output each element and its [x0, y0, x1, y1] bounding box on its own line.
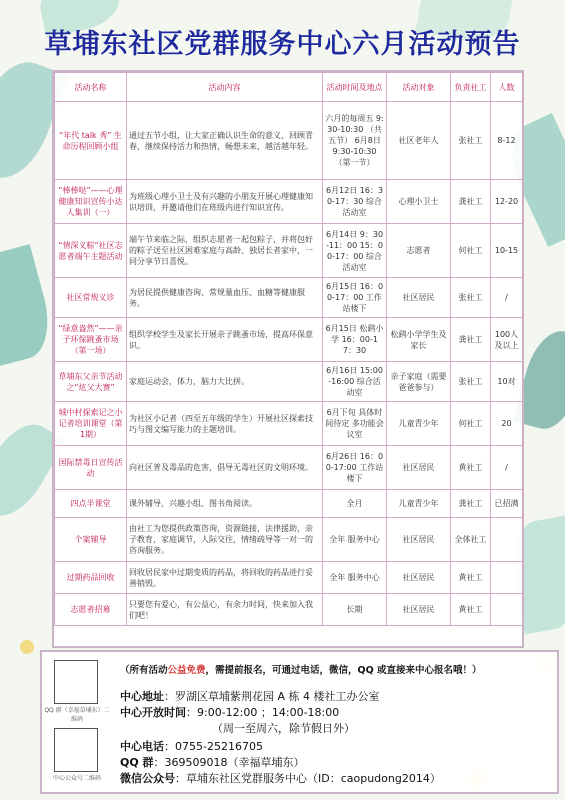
qq-line: [120, 754, 305, 770]
phone-value[interactable]: ：0755-25216705: [164, 740, 263, 753]
cell-content: 端午节来临之际，组织志愿者一起包粽子，并将包好的粽子送至社区困难家庭与高龄、独居长者家中，一同分享节日喜悦。: [127, 224, 323, 278]
cell-count: /: [491, 446, 523, 490]
cell-name: 城中村探索记之小记者培训课堂（第1期）: [55, 402, 127, 446]
cell-worker: 龚社工: [451, 180, 491, 224]
header-time: 活动时间及地点: [323, 73, 387, 102]
cell-target: 社区居民: [387, 446, 451, 490]
phone-line: [120, 738, 263, 754]
cell-worker: 张社工: [451, 278, 491, 318]
cell-content: 课外辅导，兴趣小组、图书角阅读。: [127, 490, 323, 518]
table-row: [55, 594, 523, 626]
cell-target: 亲子家庭（需要爸爸参与）: [387, 362, 451, 402]
table-row: [55, 224, 523, 278]
table-row: [55, 490, 523, 518]
cell-name: “绿意盎然”——亲子环保跳蚤市场（第一场）: [55, 318, 127, 362]
cell-name: 草埔东父亲节活动之“炫父大赛”: [55, 362, 127, 402]
header-count: 人数: [491, 73, 523, 102]
cell-target: 社区居民: [387, 594, 451, 626]
cell-count: 10对: [491, 362, 523, 402]
cell-count: [491, 518, 523, 562]
notice-text: ，需提前报名，可通过电话，微信，QQ 或直接来中心报名哦！）: [205, 665, 482, 676]
hours-line: [120, 704, 339, 720]
cell-count: 10-15: [491, 224, 523, 278]
cell-content: 通过五节小组，让大家正确认识生命的意义，回顾青春，继续保持活力和热情，畅想未来，越活越年轻。: [127, 102, 323, 180]
wechat-qr-code[interactable]: [54, 728, 98, 772]
address-value: ：罗湖区草埔紫荆花园 A 栋 4 楼社工办公室: [164, 690, 380, 703]
table-row: [55, 518, 523, 562]
hours-note: （周一至周六，除节假日外）: [212, 722, 355, 735]
cell-name: “年代 talk 秀” 生命历程回顾小组: [55, 102, 127, 180]
cell-content: 由社工为您提供政策咨询，资源链接，法律援助，亲子教育，家庭调节，人际交往，情绪疏导等一对一的咨询服务。: [127, 518, 323, 562]
cell-name: 个案辅导: [55, 518, 127, 562]
cell-time: 全年 服务中心: [323, 562, 387, 594]
wechat-label: 微信公众号: [120, 772, 175, 785]
cell-count: /: [491, 278, 523, 318]
cell-name: 志愿者招募: [55, 594, 127, 626]
cell-time: 长期: [323, 594, 387, 626]
hours-label: 中心开放时间: [120, 706, 186, 719]
cell-count: 已招满: [491, 490, 523, 518]
cell-target: 社区居民: [387, 562, 451, 594]
cell-target: 儿童青少年: [387, 402, 451, 446]
table-row: [55, 102, 523, 180]
table-row: [55, 318, 523, 362]
cell-content: 组织学校学生及家长开展亲子跳蚤市场，提高环保意识。: [127, 318, 323, 362]
cell-worker: 龚社工: [451, 318, 491, 362]
cell-content: 只要您有爱心，有公益心，有余力时间，快来加入我们吧！: [127, 594, 323, 626]
signup-notice: [120, 662, 482, 676]
cell-time: 6月12日 16：30-17：30 综合活动室: [323, 180, 387, 224]
cell-time: 6月16日 15:00-16:00 综合活动室: [323, 362, 387, 402]
cell-worker: 何社工: [451, 224, 491, 278]
header-target: 活动对象: [387, 73, 451, 102]
cell-target: 社区老年人: [387, 102, 451, 180]
cell-content: 为班级心理小卫士及有兴趣的小朋友开展心理健康知识培训，并邀请他们在班级内进行知识宣传。: [127, 180, 323, 224]
table-row: [55, 362, 523, 402]
cell-worker: 张社工: [451, 362, 491, 402]
cell-worker: 黄社工: [451, 594, 491, 626]
cell-target: 志愿者: [387, 224, 451, 278]
cell-time: 全年 服务中心: [323, 518, 387, 562]
table-row: [55, 446, 523, 490]
cell-content: 家庭运动会，体力，脑力大比拼。: [127, 362, 323, 402]
cell-name: “情深义粽”社区志愿者端午主题活动: [55, 224, 127, 278]
cell-count: 100人及以上: [491, 318, 523, 362]
wechat-qr-caption: 中心公众号二维码: [52, 775, 101, 782]
notice-free-highlight: 公益免费: [167, 665, 206, 676]
table-row: [55, 562, 523, 594]
cell-count: 12-20: [491, 180, 523, 224]
cell-time: 6月下旬 具体时间待定 多功能会议室: [323, 402, 387, 446]
wechat-line: [120, 770, 441, 786]
notice-text: （所有活动: [120, 665, 168, 676]
cell-target: 社区居民: [387, 518, 451, 562]
cell-worker: 龚社工: [451, 490, 491, 518]
header-name: 活动名称: [55, 73, 127, 102]
cell-worker: 黄社工: [451, 562, 491, 594]
cell-name: 四点半课堂: [55, 490, 127, 518]
page-title: 草埔东社区党群服务中心六月活动预告: [44, 29, 521, 60]
address-line: [120, 688, 380, 704]
cell-time: 全月: [323, 490, 387, 518]
cell-target: 心理小卫士: [387, 180, 451, 224]
cell-count: [491, 562, 523, 594]
cell-time: 6月26日 16：00-17:00 工作站楼下: [323, 446, 387, 490]
hours-value: ：9:00-12:00 ；14:00-18:00: [186, 706, 340, 719]
cell-name: 社区常规义诊: [55, 278, 127, 318]
cell-name: “棒棒哒”——心理健康知识宣传小达人集训（一）: [55, 180, 127, 224]
cell-count: 20: [491, 402, 523, 446]
qq-qr-caption: QQ 群（幸福草埔东）二维码: [44, 707, 110, 723]
wechat-value: ：草埔东社区党群服务中心（ID：caopudong2014）: [175, 772, 441, 785]
table-row: [55, 278, 523, 318]
decorative-flower: [20, 640, 34, 654]
qq-label: QQ 群: [120, 756, 154, 769]
activity-table: [52, 70, 524, 648]
cell-worker: 何社工: [451, 402, 491, 446]
cell-target: 社区居民: [387, 278, 451, 318]
address-label: 中心地址: [120, 690, 164, 703]
phone-label: 中心电话: [120, 740, 164, 753]
cell-time: 6月14日 9：30-11：00 15：00-17：00 综合活动室: [323, 224, 387, 278]
cell-name: 国际禁毒日宣传活动: [55, 446, 127, 490]
cell-target: 松鹞小学学生及家长: [387, 318, 451, 362]
cell-time: 6月15日 松鹞小学 16：00-17：30: [323, 318, 387, 362]
cell-worker: 张社工: [451, 102, 491, 180]
cell-content: 为居民提供健康咨询、常规量血压、血糖等健康服务。: [127, 278, 323, 318]
header-content: 活动内容: [127, 73, 323, 102]
cell-content: 向社区普及毒品的危害，倡导无毒社区的文明环境。: [127, 446, 323, 490]
cell-content: 为社区小记者（四至五年级的学生）开展社区探索技巧与图文编写能力的主题培训。: [127, 402, 323, 446]
cell-count: [491, 594, 523, 626]
qq-value: ：369509018（幸福草埔东）: [153, 756, 305, 769]
contact-panel: [40, 650, 559, 794]
decorative-leaf: [0, 244, 58, 366]
cell-worker: 全体社工: [451, 518, 491, 562]
table-row: [55, 402, 523, 446]
table-row: [55, 180, 523, 224]
cell-time: 6月15日 16：00-17：00 工作站楼下: [323, 278, 387, 318]
cell-count: 8-12: [491, 102, 523, 180]
cell-content: 回收居民家中过期变质的药品，将回收的药品进行妥善销毁。: [127, 562, 323, 594]
cell-target: 儿童青少年: [387, 490, 451, 518]
header-worker: 负责社工: [451, 73, 491, 102]
cell-name: 过期药品回收: [55, 562, 127, 594]
table-header-row: [55, 73, 523, 102]
cell-worker: 黄社工: [451, 446, 491, 490]
cell-time: 六月的每周五 9:30-10:30 （共五节） 6月8日 9:30-10:30 （第一节）: [323, 102, 387, 180]
qq-group-qr-code[interactable]: [54, 660, 98, 704]
